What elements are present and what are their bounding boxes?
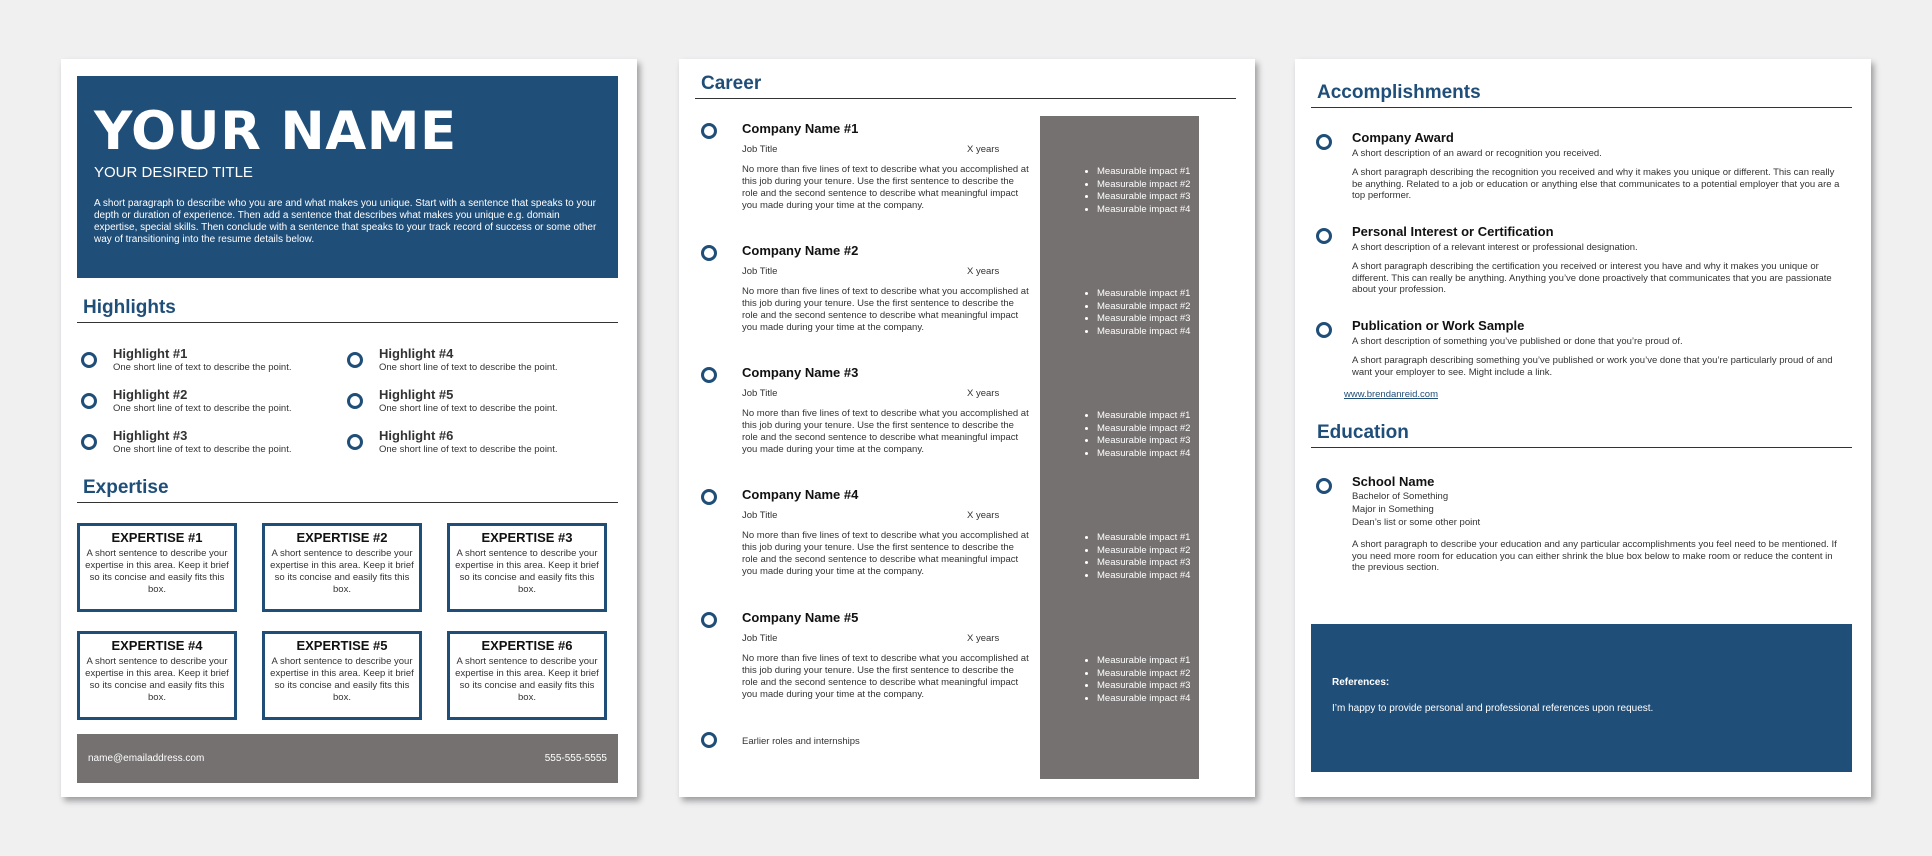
job-years: X years [967,388,1000,399]
phone-text: 555-555-5555 [544,753,607,764]
expertise-desc: A short sentence to describe your expertise in this area. Keep it brief so its concise and easily fits this box. [455,656,599,703]
job-years: X years [967,144,1000,155]
honors-text: Dean’s list or some other point [1352,517,1481,528]
expertise-box [447,631,607,720]
job-title: Job Title [742,266,778,277]
impact-item: • Measurable impact #2 [1097,301,1231,314]
job-entry [697,121,1191,231]
highlight-desc: One short line of text to describe the point. [113,362,292,373]
expertise-desc: A short sentence to describe your expertise in this area. Keep it brief so its concise and easily fits this box. [455,548,599,595]
expertise-box [262,523,422,612]
highlight-item [81,387,292,414]
desired-title: YOUR DESIRED TITLE [94,164,253,181]
job-years: X years [967,633,1000,644]
impact-list [1081,655,1231,705]
job-description: No more than five lines of text to describe what you accomplished at this job during your tenure. Use the first sentence to describe the role and the second sentence to describe what meaningful impact you made during your time at the company. [742,408,1029,455]
impact-item: • Measurable impact #1 [1097,166,1231,179]
highlight-title: Highlight #2 [113,387,188,402]
job-entry [697,487,1191,597]
impact-item: • Measurable impact #4 [1097,570,1231,583]
highlight-title: Highlight #4 [379,346,454,361]
highlight-title: Highlight #1 [113,346,188,361]
company-name: Company Name #5 [742,610,859,625]
career-heading: Career [695,73,1236,99]
highlight-item [347,428,558,455]
earlier-roles-text: Earlier roles and internships [742,736,860,747]
job-title: Job Title [742,510,778,521]
accomplishment-short: A short description of an award or recognition you received. [1352,148,1602,159]
impact-item: • Measurable impact #2 [1097,179,1231,192]
highlight-desc: One short line of text to describe the point. [379,403,558,414]
highlight-title: Highlight #5 [379,387,454,402]
expertise-title: EXPERTISE #6 [481,638,573,653]
portfolio-link[interactable]: www.brendanreid.com [1344,389,1438,400]
expertise-heading: Expertise [77,477,618,503]
expertise-desc: A short sentence to describe your expertise in this area. Keep it brief so its concise and easily fits this box. [270,656,414,703]
circle-bullet-icon [701,732,717,748]
your-name: YOUR NAME [94,101,457,162]
contact-footer [77,734,618,783]
expertise-title: EXPERTISE #1 [111,530,203,545]
company-name: Company Name #1 [742,121,859,136]
circle-bullet-icon [701,489,717,505]
accomplishment-title: Publication or Work Sample [1352,318,1525,333]
accomplishment-paragraph: A short paragraph describing the recognition you received and why it makes you unique or different. This can really be anything. Related to a job or education or anything else that communicates to a potential employer that you are a top performer. [1352,167,1840,201]
header-banner [77,76,618,278]
impact-item: • Measurable impact #2 [1097,545,1231,558]
job-title: Job Title [742,388,778,399]
job-years: X years [967,266,1000,277]
circle-bullet-icon [1316,478,1332,494]
email-text: name@emailaddress.com [88,753,205,764]
impact-item: • Measurable impact #3 [1097,313,1231,326]
impact-list [1081,288,1231,338]
job-entry [697,365,1191,475]
impact-list [1081,410,1231,460]
company-name: Company Name #4 [742,487,859,502]
highlight-title: Highlight #6 [379,428,454,443]
summary-paragraph: A short paragraph to describe who you are and what makes you unique. Start with a sentence that speaks to your depth or duration of experience. Then add a sentence that describes what makes you unique e.g. domain expertise, special skills. Then conclude with a sentence that speaks to your track record of success or some other way of transitioning into the resume details below. [94,198,597,245]
highlight-desc: One short line of text to describe the point. [379,444,558,455]
expertise-desc: A short sentence to describe your expertise in this area. Keep it brief so its concise and easily fits this box. [85,656,229,703]
job-title: Job Title [742,144,778,155]
job-entry [697,610,1191,720]
education-item [1312,474,1852,574]
impact-item: • Measurable impact #1 [1097,532,1231,545]
impact-item: • Measurable impact #3 [1097,680,1231,693]
highlight-item [347,387,558,414]
accomplishment-item [1312,224,1852,296]
education-paragraph: A short paragraph to describe your education and any particular accomplishments you feel need to be mentioned. If you need more room for education you can either shrink the blue box below to make room or reduce the content in the previous section. [1352,539,1837,573]
expertise-title: EXPERTISE #3 [481,530,573,545]
circle-bullet-icon [701,367,717,383]
degree-text: Bachelor of Something [1352,491,1449,502]
references-text: I’m happy to provide personal and professional references upon request. [1332,703,1654,714]
references-heading: References: [1332,677,1390,688]
circle-bullet-icon [1316,322,1332,338]
expertise-title: EXPERTISE #5 [296,638,388,653]
company-name: Company Name #3 [742,365,859,380]
impact-list [1081,532,1231,582]
expertise-box [447,523,607,612]
accomplishment-short: A short description of something you’ve published or done that you’re proud of. [1352,336,1683,347]
circle-bullet-icon [347,393,363,409]
job-description: No more than five lines of text to describe what you accomplished at this job during your tenure. Use the first sentence to describe the role and the second sentence to describe what meaningful impact you made during your time at the company. [742,286,1029,333]
accomplishment-item [1312,130,1852,202]
impact-item: • Measurable impact #4 [1097,204,1231,217]
circle-bullet-icon [701,612,717,628]
highlight-desc: One short line of text to describe the point. [113,403,292,414]
expertise-title: EXPERTISE #2 [296,530,388,545]
impact-item: • Measurable impact #2 [1097,423,1231,436]
circle-bullet-icon [701,123,717,139]
impact-item: • Measurable impact #1 [1097,288,1231,301]
expertise-box [77,523,237,612]
impact-item: • Measurable impact #2 [1097,668,1231,681]
impact-item: • Measurable impact #3 [1097,435,1231,448]
resume-page-1 [61,59,637,797]
school-name: School Name [1352,474,1435,489]
highlight-item [347,346,558,373]
education-heading: Education [1311,422,1852,448]
job-description: No more than five lines of text to describe what you accomplished at this job during your tenure. Use the first sentence to describe the role and the second sentence to describe what meaningful impact you made during your time at the company. [742,530,1029,577]
expertise-box [262,631,422,720]
circle-bullet-icon [701,245,717,261]
major-text: Major in Something [1352,504,1434,515]
impact-item: • Measurable impact #4 [1097,693,1231,706]
accomplishment-title: Personal Interest or Certification [1352,224,1554,239]
highlights-heading: Highlights [77,297,618,323]
company-name: Company Name #2 [742,243,859,258]
job-description: No more than five lines of text to describe what you accomplished at this job during your tenure. Use the first sentence to describe the role and the second sentence to describe what meaningful impact you made during your time at the company. [742,164,1029,211]
job-description: No more than five lines of text to describe what you accomplished at this job during your tenure. Use the first sentence to describe the role and the second sentence to describe what meaningful impact you made during your time at the company. [742,653,1029,700]
resume-page-2 [679,59,1255,797]
circle-bullet-icon [347,352,363,368]
circle-bullet-icon [347,434,363,450]
highlight-title: Highlight #3 [113,428,188,443]
accomplishment-short: A short description of a relevant interest or professional designation. [1352,242,1638,253]
resume-page-3 [1295,59,1871,797]
accomplishment-paragraph: A short paragraph describing something you’ve published or work you’ve done that you’re particularly proud of and want your employer to see. Might include a link. [1352,355,1833,378]
impact-item: • Measurable impact #1 [1097,410,1231,423]
expertise-box [77,631,237,720]
impact-item: • Measurable impact #3 [1097,557,1231,570]
job-years: X years [967,510,1000,521]
highlight-item [81,346,292,373]
circle-bullet-icon [1316,228,1332,244]
impact-item: • Measurable impact #4 [1097,326,1231,339]
impact-item: • Measurable impact #3 [1097,191,1231,204]
job-entry [697,243,1191,353]
job-title: Job Title [742,633,778,644]
expertise-desc: A short sentence to describe your expertise in this area. Keep it brief so its concise and easily fits this box. [270,548,414,595]
expertise-title: EXPERTISE #4 [111,638,203,653]
highlight-item [81,428,292,455]
circle-bullet-icon [1316,134,1332,150]
impact-item: • Measurable impact #1 [1097,655,1231,668]
impact-item: • Measurable impact #4 [1097,448,1231,461]
references-box [1311,624,1852,772]
accomplishments-heading: Accomplishments [1311,82,1852,108]
circle-bullet-icon [81,393,97,409]
expertise-desc: A short sentence to describe your expertise in this area. Keep it brief so its concise and easily fits this box. [85,548,229,595]
accomplishment-item [1312,318,1852,378]
accomplishment-paragraph: A short paragraph describing the certification you received or interest you have and why it makes you unique or different. This can really be anything. Anything you’ve done proactively that communicates that you are passionate about your profession. [1352,261,1832,295]
circle-bullet-icon [81,434,97,450]
circle-bullet-icon [81,352,97,368]
highlight-desc: One short line of text to describe the point. [379,362,558,373]
highlight-desc: One short line of text to describe the point. [113,444,292,455]
impact-list [1081,166,1231,216]
accomplishment-title: Company Award [1352,130,1454,145]
